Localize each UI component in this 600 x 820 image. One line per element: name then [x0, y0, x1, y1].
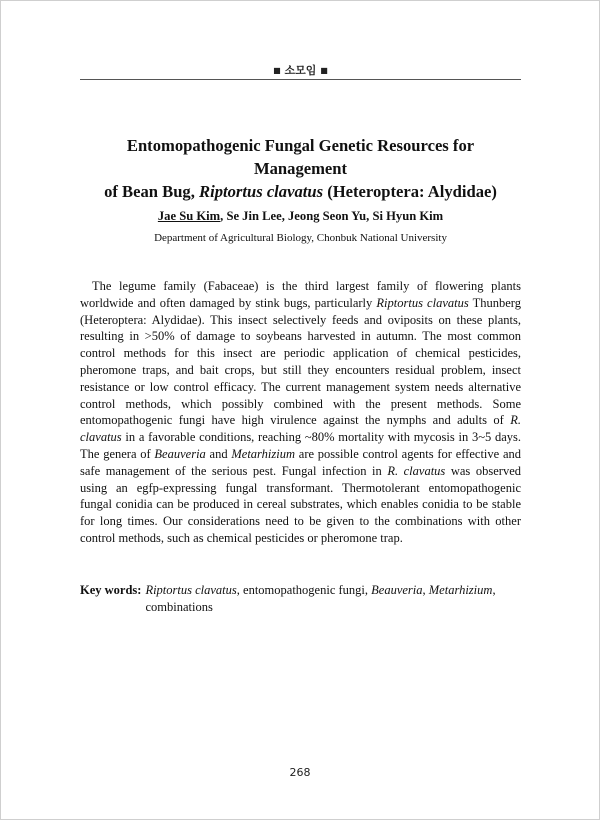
- keyword-italic: Metarhizium: [428, 583, 493, 597]
- abstract-paragraph: [80, 278, 521, 547]
- abstract-italic: Riptortus clavatus: [376, 295, 469, 310]
- title-line-2-end: (Heteroptera: Alydidae): [323, 182, 497, 201]
- abstract-text: Thunberg (Heteroptera: Alydidae). This insect selectively feeds and oviposits on these plants, resulting in >50% of damage to soybeans harvested in autumn. The most common control methods for this insect are periodic application of chemical pesticides, pheromone traps, and bait crops, but still they encounters residual problem, insect resistance or low control efficacy. The current management system needs alternative control methods, which possibly combined with the present methods. Some entomopathogenic fungi have high virulence against the nymphs and adults of: [80, 295, 521, 428]
- section-header: [80, 62, 521, 78]
- header-divider: [80, 79, 521, 80]
- abstract-text: are possible control agents for effective and safe management of the serious pest. Fungal infection in: [80, 446, 521, 478]
- keyword-text: ,: [422, 583, 429, 597]
- presenting-author: Jae Su Kim: [157, 209, 221, 223]
- author-list: [80, 209, 521, 224]
- abstract-text: in a favorable conditions, reaching ~80% mortality with mycosis in 3~5 days. The genera of: [80, 430, 521, 461]
- affiliation: Department of Agricultural Biology, Chonbuk National University: [154, 232, 447, 244]
- abstract-text: and: [205, 446, 232, 461]
- abstract-italic: Beauveria: [154, 446, 206, 461]
- title-line-2-start: of Bean Bug,: [104, 182, 200, 201]
- title-species-name: Riptortus clavatus: [199, 182, 324, 201]
- abstract-italic: R. clavatus: [387, 463, 446, 478]
- page-number: 268: [289, 766, 311, 779]
- keyword-text: , entomopathogenic fungi,: [236, 583, 372, 597]
- title-line-1: Entomopathogenic Fungal Genetic Resources for Management: [126, 136, 475, 178]
- keywords-list: [145, 582, 521, 616]
- abstract-text: was observed using an egfp-expressing fungal transformant. Thermotolerant entomopathogenic fungal conidia can be produced in cereal substrates, which enables conidia to be stable for long times. Our considerations need to be given to the combinations with other control methods, such as chemical pesticides or pheromone trap.: [80, 463, 521, 545]
- section-header-text: 소모임: [284, 64, 317, 77]
- abstract-text: The legume family (Fabaceae) is the third largest family of flowering plants worldwide and often damaged by stink bugs, particularly: [80, 279, 521, 310]
- keywords-label: Key words:: [80, 583, 142, 597]
- abstract: [80, 278, 521, 547]
- paper-title: [80, 134, 521, 203]
- abstract-italic: R. clavatus: [80, 413, 521, 445]
- keywords: [80, 582, 521, 616]
- keyword-italic: Riptortus clavatus: [145, 583, 237, 597]
- abstract-italic: Metarhizium: [231, 446, 296, 461]
- square-bullet-icon: ■: [320, 66, 328, 75]
- keyword-italic: Beauveria: [371, 583, 423, 597]
- co-authors: , Se Jin Lee, Jeong Seon Yu, Si Hyun Kim: [220, 209, 444, 223]
- keyword-text: , combinations: [145, 583, 496, 614]
- square-bullet-icon: ■: [273, 66, 281, 75]
